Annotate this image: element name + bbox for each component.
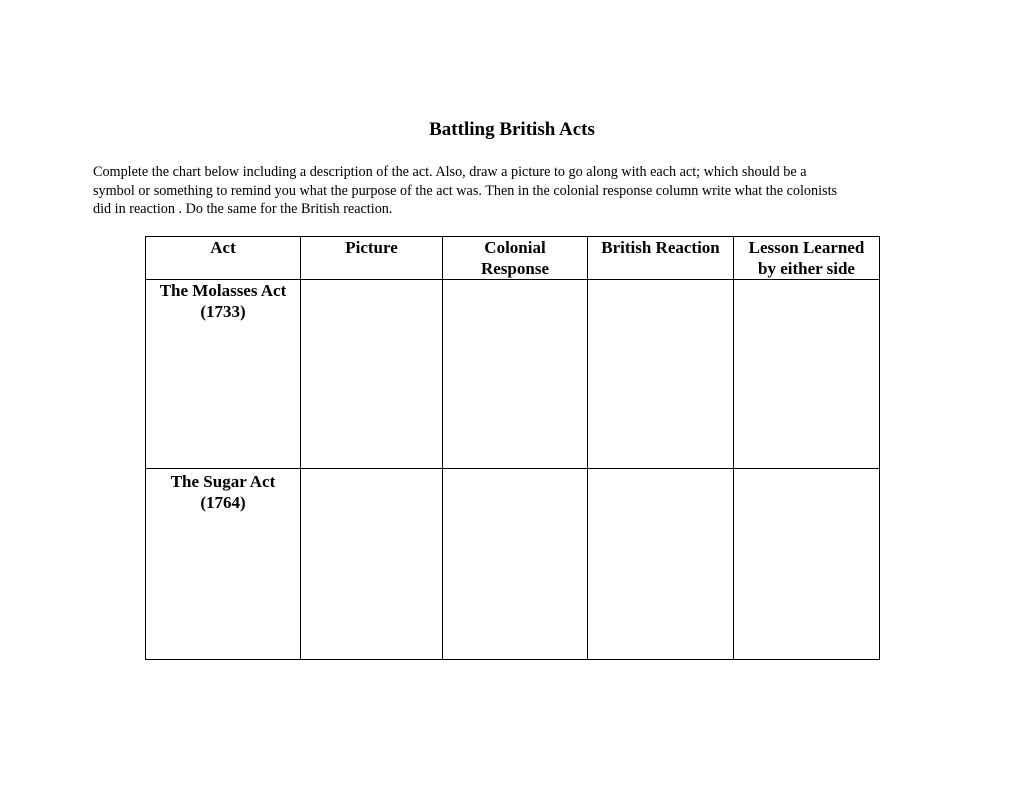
instructions-line-3: did in reaction . Do the same for the British reaction. — [93, 201, 393, 217]
picture-cell[interactable] — [301, 469, 443, 660]
british-reaction-cell[interactable] — [588, 469, 734, 660]
act-year: (1733) — [200, 301, 246, 321]
table-header-row — [146, 237, 880, 280]
lesson-learned-cell[interactable] — [734, 280, 880, 469]
table-row — [146, 469, 880, 660]
act-year: (1764) — [200, 492, 246, 512]
instructions-line-1: Complete the chart below including a description of the act. Also, draw a picture to go along with each act; which should be a — [93, 164, 807, 180]
header-act: Act — [146, 237, 301, 280]
header-colonial-response: Colonial Response — [443, 237, 588, 280]
british-reaction-cell[interactable] — [588, 280, 734, 469]
colonial-response-cell[interactable] — [443, 469, 588, 660]
lesson-learned-cell[interactable] — [734, 469, 880, 660]
colonial-response-cell[interactable] — [443, 280, 588, 469]
act-name: The Molasses Act — [159, 281, 287, 300]
picture-cell[interactable] — [301, 280, 443, 469]
header-british-reaction: British Reaction — [588, 237, 734, 280]
act-cell — [146, 469, 301, 660]
act-cell — [146, 280, 301, 469]
header-picture: Picture — [301, 237, 443, 280]
page-title: Battling British Acts — [429, 119, 595, 140]
table-row — [146, 280, 880, 469]
act-name: The Sugar Act — [170, 472, 276, 491]
acts-chart-table — [145, 236, 880, 660]
instructions — [93, 163, 923, 219]
instructions-line-2: symbol or something to remind you what the purpose of the act was. Then in the colonial response column write what the colonists — [93, 182, 838, 199]
header-lesson-learned: Lesson Learned by either side — [734, 237, 880, 280]
